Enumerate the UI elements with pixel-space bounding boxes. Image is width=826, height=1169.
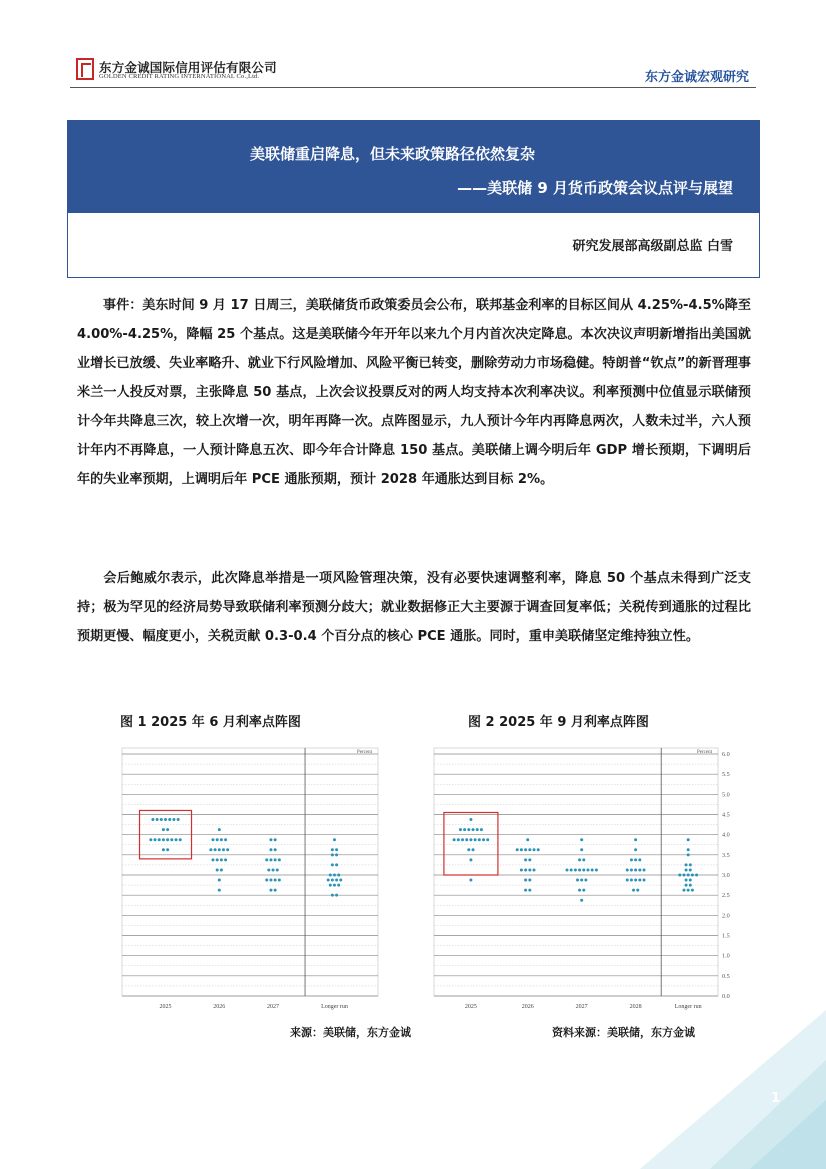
dot-point [179,838,182,841]
dot-point [695,874,698,877]
dot-point [685,879,688,882]
dot-point [331,863,334,866]
dot-point [272,868,275,871]
dot-point [224,858,227,861]
dot-point [265,879,268,882]
dot-point [578,889,581,892]
dot-point [691,889,694,892]
dot-point [467,848,470,851]
paragraph-powell-text: 会后鲍威尔表示，此次降息举措是一项风险管理决策，没有必要快速调整利率，降息 50 个基点未得到广泛支持；极为罕见的经济局势导致联储利率预测分歧大；就业数据修正大主要源于调查回复率低；关税传到通胀的过程比预期更慢、幅度更小，关税贡献 0.3-0.4 个百分点的核心 PCE 通胀。同时，重申美联储坚定维持独立性。 [77,571,751,644]
dot-point [465,838,468,841]
dot-point [480,828,483,831]
dot-point [576,879,579,882]
x-category-label: 2028 [629,1004,642,1010]
dot-point [469,858,472,861]
dot-point [689,879,692,882]
x-category-label: Longer run [674,1004,702,1010]
dot-point [333,838,336,841]
dot-point [168,818,171,821]
dot-point [636,889,639,892]
dot-point [218,879,221,882]
dot-point [524,858,527,861]
dot-point [226,848,229,851]
dot-point [172,818,175,821]
dot-point [339,879,342,882]
paragraph-powell [77,564,751,651]
dot-point [337,874,340,877]
y-tick-label: 0.0 [722,993,730,1000]
dot-point [580,879,583,882]
header-divider [70,87,756,88]
dot-point [276,868,279,871]
dot-point [274,889,277,892]
page-number: 1 [770,1091,780,1106]
company-name-en: GOLDEN CREDIT RATING INTERNATIONAL Co.,Ltd. [99,73,260,80]
dot-point [582,858,585,861]
dot-point [220,868,223,871]
unit-label: Percent [357,750,372,755]
dot-point [682,874,685,877]
dot-point [478,838,481,841]
y-tick-label: 3.5 [722,851,730,859]
dot-point [177,818,180,821]
company-name-cn: 东方金诚国际信用评估有限公司 [99,60,277,75]
dot-point [149,838,152,841]
dot-point [520,868,523,871]
dot-point [574,868,577,871]
dot-point [626,879,629,882]
dot-point [469,818,472,821]
dot-point [630,879,633,882]
dot-point [274,858,277,861]
dot-point [638,868,641,871]
dot-point [591,868,594,871]
dot-point [474,838,477,841]
dot-point [528,879,531,882]
dot-point [578,858,581,861]
x-category-label: 2025 [464,1004,477,1010]
title-band [68,121,759,213]
dot-point [335,853,338,856]
dot-plot-september-2025 [428,740,748,1018]
dot-point [166,838,169,841]
dot-point [274,848,277,851]
dot-point [211,838,214,841]
x-category-label: 2025 [159,1004,172,1010]
y-tick-label: 3.0 [722,872,730,879]
dot-point [630,858,633,861]
dot-point [218,828,221,831]
dot-point [586,868,589,871]
dot-point [265,858,268,861]
dot-point [643,868,646,871]
dot-point [687,848,690,851]
dot-point [166,828,169,831]
y-tick-label: 0.5 [722,972,730,980]
corner-decoration [600,1000,826,1169]
dot-point [643,879,646,882]
dot-point [160,818,163,821]
dot-point [333,874,336,877]
dot-point [154,838,157,841]
dot-point [634,879,637,882]
x-category-label: Longer run [321,1004,348,1010]
dot-point [689,868,692,871]
dot-point [331,848,334,851]
y-tick-label: 5.0 [722,791,730,799]
paragraph-event [77,291,751,494]
dot-point [689,884,692,887]
dot-point [626,868,629,871]
dot-point [682,889,685,892]
dot-point [638,879,641,882]
dot-point [269,889,272,892]
dot-point [209,848,212,851]
dot-point [687,853,690,856]
title-box [67,120,760,278]
figure-2-source: 资料来源：美联储，东方金诚 [552,1026,695,1039]
dot-point [528,868,531,871]
dot-point [170,838,173,841]
dot-point [461,838,464,841]
dot-point [520,848,523,851]
dot-point [151,818,154,821]
dot-point [220,858,223,861]
unit-label: Percent [697,750,712,755]
dot-point [211,858,214,861]
dot-point [463,828,466,831]
dot-point [216,868,219,871]
company-logo-icon [76,58,94,80]
dot-point [459,828,462,831]
x-category-label: 2026 [521,1004,534,1010]
dot-point [269,879,272,882]
y-tick-label: 5.5 [722,771,730,779]
dot-point [578,868,581,871]
dot-point [220,838,223,841]
dot-point [580,838,583,841]
dot-point [224,838,227,841]
dot-point [457,838,460,841]
dot-point [595,868,598,871]
dot-point [269,858,272,861]
y-tick-label: 4.5 [722,811,730,819]
dot-point [472,848,475,851]
dot-point [634,838,637,841]
dot-point [327,879,330,882]
dot-point [467,828,470,831]
dot-point [333,884,336,887]
dot-point [269,838,272,841]
dot-plot-june-2025 [116,740,408,1018]
dot-point [269,848,272,851]
dot-point [634,868,637,871]
y-tick-label: 1.5 [722,932,730,940]
dot-point [329,874,332,877]
dot-point [537,848,540,851]
dot-point [329,884,332,887]
dot-point [687,874,690,877]
dot-point [335,879,338,882]
y-tick-label: 2.0 [722,912,730,920]
dot-point [216,858,219,861]
dot-point [533,848,536,851]
figure-1-source: 来源：美联储，东方金诚 [290,1026,411,1039]
dot-point [533,868,536,871]
dot-point [687,889,690,892]
dot-point [274,879,277,882]
dot-point [164,818,167,821]
dot-point [524,848,527,851]
dot-point [582,868,585,871]
dot-point [565,868,568,871]
dot-point [335,848,338,851]
dot-point [331,879,334,882]
dot-point [162,828,165,831]
dot-point [685,884,688,887]
dot-point [469,838,472,841]
dot-point [222,848,225,851]
dot-point [685,868,688,871]
dot-point [453,838,456,841]
figure-2-title: 图 2 2025 年 9 月利率点阵图 [468,715,649,730]
dot-point [691,874,694,877]
dot-point [162,838,165,841]
dot-point [337,884,340,887]
dot-point [214,848,217,851]
dot-point [689,863,692,866]
dot-point [218,848,221,851]
dot-point [524,879,527,882]
report-title: 美联储重启降息，但未来政策路径依然复杂 [250,145,536,163]
dot-point [634,848,637,851]
dot-point [335,863,338,866]
dot-point [482,838,485,841]
page-header [0,0,826,92]
dot-point [472,828,475,831]
dot-point [218,889,221,892]
dot-point [162,848,165,851]
dot-point [175,838,178,841]
dot-point [580,899,583,902]
y-tick-label: 6.0 [722,751,730,758]
dot-point [526,838,529,841]
y-tick-label: 1.0 [722,952,730,960]
plot-frame [122,748,378,996]
dot-point [528,889,531,892]
dot-point [634,858,637,861]
dot-point [486,838,489,841]
dot-point [584,879,587,882]
dot-point [524,889,527,892]
dot-point [278,858,281,861]
dot-point [630,868,633,871]
dot-point [331,853,334,856]
dot-point [156,818,159,821]
y-tick-label: 4.0 [722,831,730,839]
dot-point [166,848,169,851]
highlight-box [444,812,498,875]
x-category-label: 2027 [267,1004,280,1010]
dot-point [582,889,585,892]
x-category-label: 2027 [575,1004,588,1010]
dot-point [335,894,338,897]
dot-point [158,838,161,841]
dot-point [678,874,681,877]
report-series-label: 东方金诚宏观研究 [644,70,749,85]
paragraph-event-text: 事件：美东时间 9 月 17 日周三，美联储货币政策委员会公布，联邦基金利率的目标区间从 4.25%-4.5%降至 4.00%-4.25%，降幅 25 个基点。这是美联储今年开年以来九个月内首次决定降息。本次决议声明新增指出美国就业增长已放缓、失业率略升、就业下行风险增加、风险平衡已转变，删除劳动力市场稳健。特朗普“钦点”的新晋理事米兰一人投反对票，主张降息 50 基点，上次会议投票反对的两人均支持本次利率决议。利率预测中位值显示联储预计今年共降息三次，较上次增一次，明年再降一次。点阵图显示，九人预计今年内再降息两次，人数未过半，六人预计年内不再降息，一人预计降息五次、即今年合计降息 150 基点。美联储上调今明后年 GDP 增长预期，下调明后年的失业率预期，上调明后年 PCE 通胀预期，预计 2028 年通胀达到目标 2%。 [77,298,751,487]
dot-point [580,848,583,851]
plot-frame [434,748,718,996]
dot-point [632,889,635,892]
dot-point [638,858,641,861]
dot-point [469,879,472,882]
dot-point [528,858,531,861]
dot-point [267,868,270,871]
dot-point [685,863,688,866]
figure-1-title: 图 1 2025 年 6 月利率点阵图 [120,715,301,730]
dot-point [528,848,531,851]
dot-point [331,894,334,897]
dot-point [516,848,519,851]
dot-point [570,868,573,871]
report-subtitle: ——美联储 9 月货币政策会议点评与展望 [457,179,733,197]
dot-point [687,838,690,841]
x-category-label: 2026 [213,1004,226,1010]
report-author: 研究发展部高级副总监 白雪 [572,239,733,254]
dot-point [274,838,277,841]
dot-point [476,828,479,831]
dot-point [216,838,219,841]
dot-point [524,868,527,871]
y-tick-label: 2.5 [722,892,730,900]
dot-point [278,879,281,882]
